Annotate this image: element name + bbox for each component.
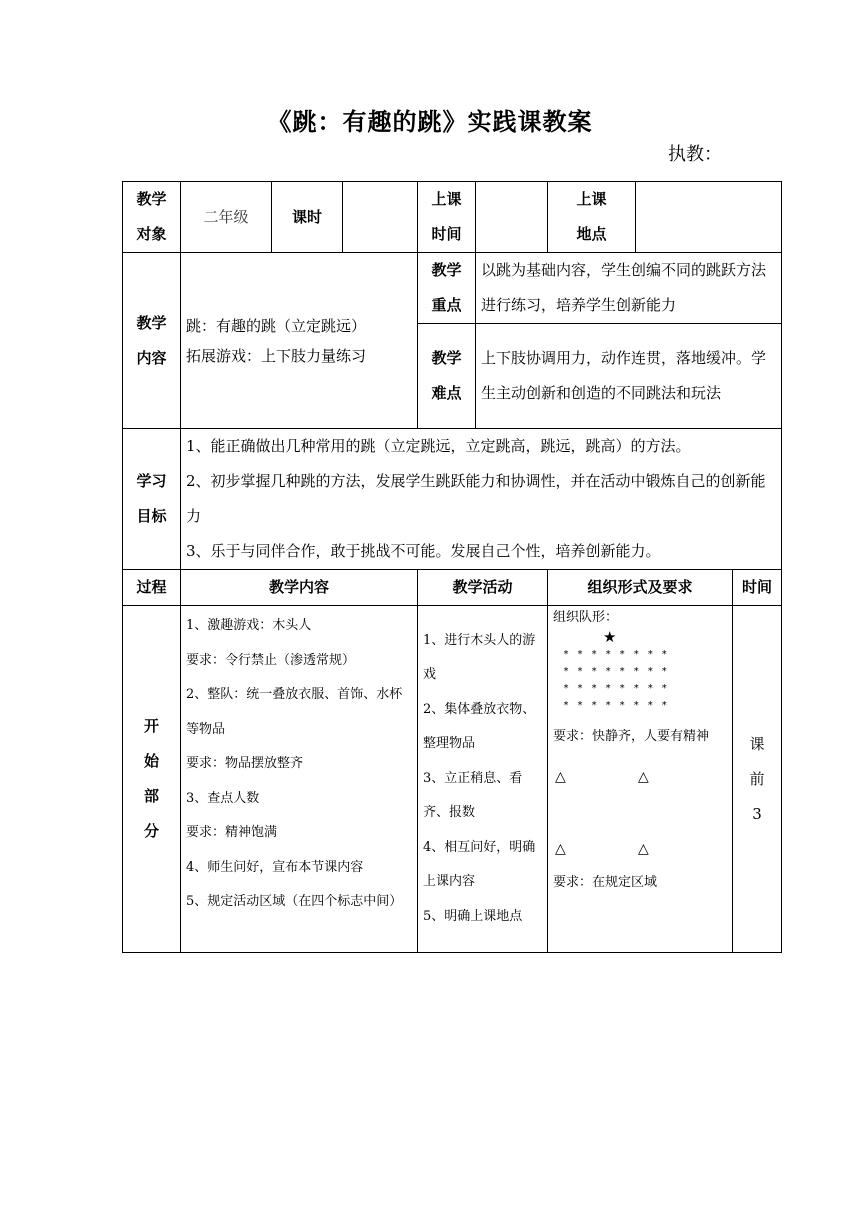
period-value bbox=[343, 182, 418, 253]
goals-label-line-1: 学习 bbox=[136, 472, 167, 490]
content-line: 2、整队：统一叠放衣服、首饰、水杯等物品 bbox=[186, 687, 403, 737]
header-teaching-activity: 教学活动 bbox=[418, 570, 548, 606]
target-label bbox=[123, 182, 181, 253]
content-line: 要求：精神饱满 bbox=[186, 825, 278, 840]
goal-item: 2、初步掌握几种跳的方法，发展学生跳跃能力和协调性，并在活动中锻炼自己的创新能力 bbox=[186, 472, 766, 525]
time-label-line-1: 上课 bbox=[431, 190, 462, 208]
goals-label bbox=[123, 429, 181, 570]
info-row bbox=[123, 182, 782, 253]
start-organization bbox=[548, 606, 733, 953]
goal-item: 1、能正确做出几种常用的跳（立定跳远，立定跳高，跳远，跳高）的方法。 bbox=[186, 437, 691, 455]
activity-line: 4、相互问好，明确上课内容 bbox=[423, 839, 536, 890]
org-requirement: 要求：快静齐，人要有精神 bbox=[553, 729, 710, 744]
org-requirement-2: 要求：在规定区域 bbox=[553, 875, 658, 890]
place-label-line-2: 地点 bbox=[576, 225, 607, 243]
start-section-name bbox=[123, 606, 181, 953]
marker-triangle-icon: △ bbox=[555, 841, 566, 857]
teacher-star-icon: ★ bbox=[603, 628, 617, 646]
formation-row: * * * * * * * * bbox=[563, 700, 669, 711]
page-title: 《跳：有趣的跳》实践课教案 bbox=[267, 107, 593, 136]
org-title: 组织队形： bbox=[553, 610, 619, 625]
marker-row-top bbox=[553, 767, 727, 789]
content-line: 要求：令行禁止（渗透常规） bbox=[186, 652, 356, 668]
content-line: 3、查点人数 bbox=[186, 790, 260, 806]
key-point-text: 以跳为基础内容，学生创编不同的跳跃方法进行练习，培养学生创新能力 bbox=[476, 253, 782, 324]
place-label bbox=[548, 182, 636, 253]
marker-triangle-icon: △ bbox=[555, 769, 566, 785]
header-organization: 组织形式及要求 bbox=[548, 570, 733, 606]
difficulty-text: 上下肢协调用力，动作连贯，落地缓冲。学生主动创新和创造的不同跳法和玩法 bbox=[476, 324, 782, 429]
content-line: 5、规定活动区域（在四个标志中间） bbox=[186, 894, 403, 909]
target-label-line-2: 对象 bbox=[136, 225, 167, 243]
content-line-2: 拓展游戏：上下肢力量练习 bbox=[186, 346, 367, 365]
difficulty-label bbox=[418, 324, 476, 429]
formation-row: * * * * * * * * bbox=[563, 666, 669, 677]
place-label-line-1: 上课 bbox=[576, 190, 607, 208]
marker-triangle-icon: △ bbox=[638, 769, 649, 785]
header-teaching-content: 教学内容 bbox=[181, 570, 418, 606]
goals-row bbox=[123, 429, 782, 570]
content-line: 要求：物品摆放整齐 bbox=[186, 756, 304, 771]
place-value bbox=[636, 182, 782, 253]
column-header-row bbox=[123, 570, 782, 606]
key-label-line-2: 重点 bbox=[431, 296, 462, 314]
key-label-line-1: 教学 bbox=[431, 261, 462, 279]
instructor-label: 执教： bbox=[668, 144, 722, 165]
formation-row: * * * * * * * * bbox=[563, 649, 669, 660]
activity-line: 5、明确上课地点 bbox=[423, 908, 523, 924]
grade-value: 二年级 bbox=[181, 182, 272, 253]
start-section-row bbox=[123, 606, 782, 953]
key-point-label bbox=[418, 253, 476, 324]
header-time: 时间 bbox=[733, 570, 782, 606]
formation-row: * * * * * * * * bbox=[563, 683, 669, 694]
section-char: 分 bbox=[143, 822, 159, 840]
content-line: 1、激趣游戏：木头人 bbox=[186, 618, 312, 633]
goal-item: 3、乐于与同伴合作，敢于挑战不可能。发展自己个性，培养创新能力。 bbox=[186, 542, 661, 560]
section-char: 部 bbox=[143, 787, 159, 805]
lesson-plan-table bbox=[122, 181, 782, 953]
start-content bbox=[181, 606, 418, 953]
activity-line: 1、进行木头人的游戏 bbox=[423, 632, 536, 683]
content-label-line-1: 教学 bbox=[136, 313, 167, 332]
time-char: 前 bbox=[749, 769, 765, 788]
content-line: 4、师生问好，宣布本节课内容 bbox=[186, 859, 364, 875]
activity-line: 3、立正稍息、看齐、报数 bbox=[423, 770, 523, 821]
content-row-1 bbox=[123, 253, 782, 324]
marker-triangle-icon: △ bbox=[638, 841, 649, 857]
time-label-line-2: 时间 bbox=[431, 225, 462, 243]
section-char: 开 bbox=[143, 717, 159, 735]
content-label bbox=[123, 253, 181, 429]
start-activity bbox=[418, 606, 548, 953]
time-char: 课 bbox=[749, 734, 765, 753]
start-time bbox=[733, 606, 782, 953]
time-label bbox=[418, 182, 476, 253]
content-label-line-2: 内容 bbox=[136, 348, 167, 367]
header-process: 过程 bbox=[123, 570, 181, 606]
difficulty-label-line-2: 难点 bbox=[431, 384, 462, 402]
goals-text bbox=[181, 429, 782, 570]
time-value bbox=[476, 182, 548, 253]
marker-row-bottom bbox=[553, 839, 727, 861]
target-label-line-1: 教学 bbox=[136, 190, 167, 208]
goals-label-line-2: 目标 bbox=[136, 507, 167, 525]
time-char: 3 bbox=[752, 804, 762, 823]
period-label: 课时 bbox=[272, 182, 343, 253]
content-text bbox=[181, 253, 418, 429]
difficulty-label-line-1: 教学 bbox=[431, 349, 462, 367]
activity-line: 2、集体叠放衣物、整理物品 bbox=[423, 701, 536, 752]
content-line-1: 跳：有趣的跳（立定跳远） bbox=[186, 316, 367, 335]
section-char: 始 bbox=[143, 752, 159, 770]
